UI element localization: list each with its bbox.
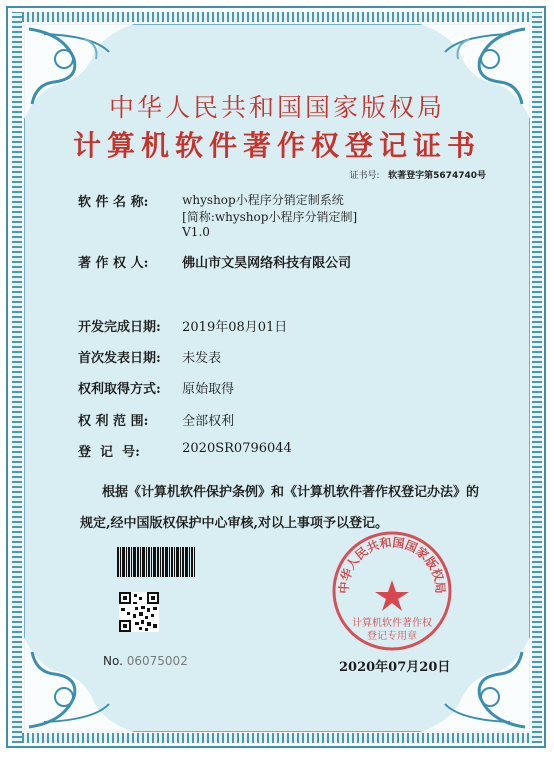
certificate-number — [350, 168, 486, 181]
software-name-line3: V1.0 — [182, 225, 210, 239]
serial-number — [103, 654, 188, 668]
field-acquire-method — [78, 378, 234, 397]
software-name-value — [182, 191, 357, 239]
certificate-number-value: 软著登字第5674740号 — [388, 171, 486, 181]
software-name-line2: [简称:whyshop小程序分销定制] — [182, 210, 358, 224]
reg-no-value: 2020SR0796044 — [182, 441, 292, 456]
dev-date-value: 2019年08月01日 — [182, 320, 288, 335]
software-name-label: 软 件 名 称: — [78, 195, 149, 210]
dev-date-label: 开发完成日期: — [78, 320, 161, 335]
field-registration-number — [78, 441, 292, 460]
acquire-value: 原始取得 — [182, 382, 235, 397]
owner-label: 著 作 权 人: — [78, 256, 149, 271]
official-seal — [331, 530, 453, 652]
field-software-name — [78, 191, 357, 239]
qr-code-image — [119, 592, 159, 632]
bottom-border-band — [12, 733, 542, 743]
field-owner — [78, 252, 351, 271]
serial-number-value: 06075002 — [126, 654, 188, 668]
field-rights-scope — [78, 410, 234, 429]
statement-line2: 规定,经中国版权保护中心审核,对以上事项予以登记。 — [80, 516, 389, 531]
corner-ornament-bottom-left — [24, 637, 134, 732]
field-publish-date — [78, 347, 221, 366]
field-dev-date — [78, 316, 287, 335]
statement-line1: 根据《计算机软件保护条例》和《计算机软件著作权登记办法》的 — [102, 485, 480, 500]
top-border-band — [12, 12, 542, 22]
seal-inner-line2: 登记专用章 — [367, 631, 417, 642]
barcode-image — [117, 547, 195, 577]
scope-label: 权 利 范 围: — [78, 414, 149, 429]
publish-value: 未发表 — [182, 351, 222, 366]
certificate-title: 计算机软件著作权登记证书 — [72, 129, 481, 162]
issue-date: 2020年07月20日 — [339, 660, 451, 675]
seal-inner-line1: 计算机软件著作权 — [352, 618, 432, 629]
software-name-line1: whyshop小程序分销定制系统 — [182, 193, 344, 207]
scope-value: 全部权利 — [182, 414, 235, 429]
serial-number-prefix: No. — [103, 654, 123, 668]
owner-value: 佛山市文昊网络科技有限公司 — [182, 256, 352, 271]
issuer-title: 中华人民共和国国家版权局 — [108, 93, 445, 122]
reg-no-label: 登 记 号: — [78, 445, 140, 460]
certificate-number-label: 证书号: — [349, 171, 380, 181]
seal-outer-text: 中华人民共和国国家版权局 — [336, 535, 448, 595]
publish-label: 首次发表日期: — [78, 351, 161, 366]
acquire-label: 权利取得方式: — [78, 382, 161, 397]
